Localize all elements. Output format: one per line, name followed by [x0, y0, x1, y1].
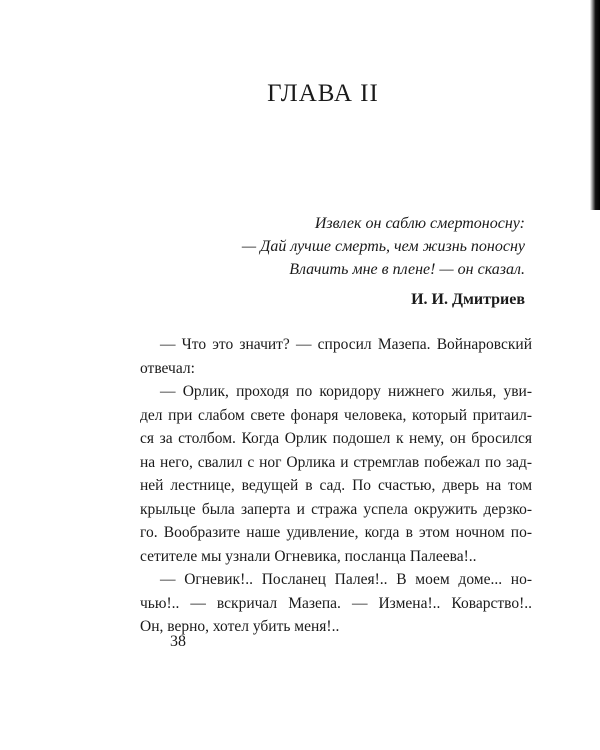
epigraph-line: Извлек он саблю смертоносну:	[314, 215, 525, 232]
epigraph-author: И. И. Дмитриев	[411, 291, 525, 308]
body-line: на него, свалил с ног Орлика и стремглав побежал по зад-	[140, 453, 532, 471]
body-text	[140, 333, 532, 639]
epigraph-line: Влачить мне в плене! — он сказал.	[289, 261, 525, 278]
body-line: — Орлик, проходя по коридору нижнего жилья, уви-	[160, 383, 532, 400]
body-line: ся за столбом. Когда Орлик подошел к нему, он бросился	[140, 430, 532, 447]
body-line: — Что это значит? — спросил Мазепа. Войнаровский	[160, 336, 532, 353]
chapter-title: ГЛАВА II	[267, 80, 379, 107]
body-line: дел при слабом свете фонаря человека, который притаил-	[140, 406, 532, 424]
body-line: крыльце была заперта и стража успела окружить дерзко-	[140, 500, 532, 518]
body-line: сетителе мы узнали Огневика, посланца Палеева!..	[140, 547, 477, 565]
body-line: чью!.. — вскричал Мазепа. — Измена!.. Коварство!..	[140, 594, 532, 612]
body-line: го. Вообразите наше удивление, когда в этом ночном по-	[140, 524, 532, 541]
body-line: Он, верно, хотел убить меня!..	[140, 618, 340, 635]
page-number: 38	[170, 633, 186, 650]
body-line: — Огневик!.. Посланец Палея!.. В моем доме... но-	[160, 571, 532, 588]
body-line: отвечал:	[140, 359, 195, 377]
body-line: ней лестнице, ведущей в сад. По счастью, дверь на том	[140, 477, 532, 494]
epigraph	[242, 212, 525, 281]
epigraph-line: — Дай лучше смерть, чем жизнь поносну	[241, 238, 525, 255]
